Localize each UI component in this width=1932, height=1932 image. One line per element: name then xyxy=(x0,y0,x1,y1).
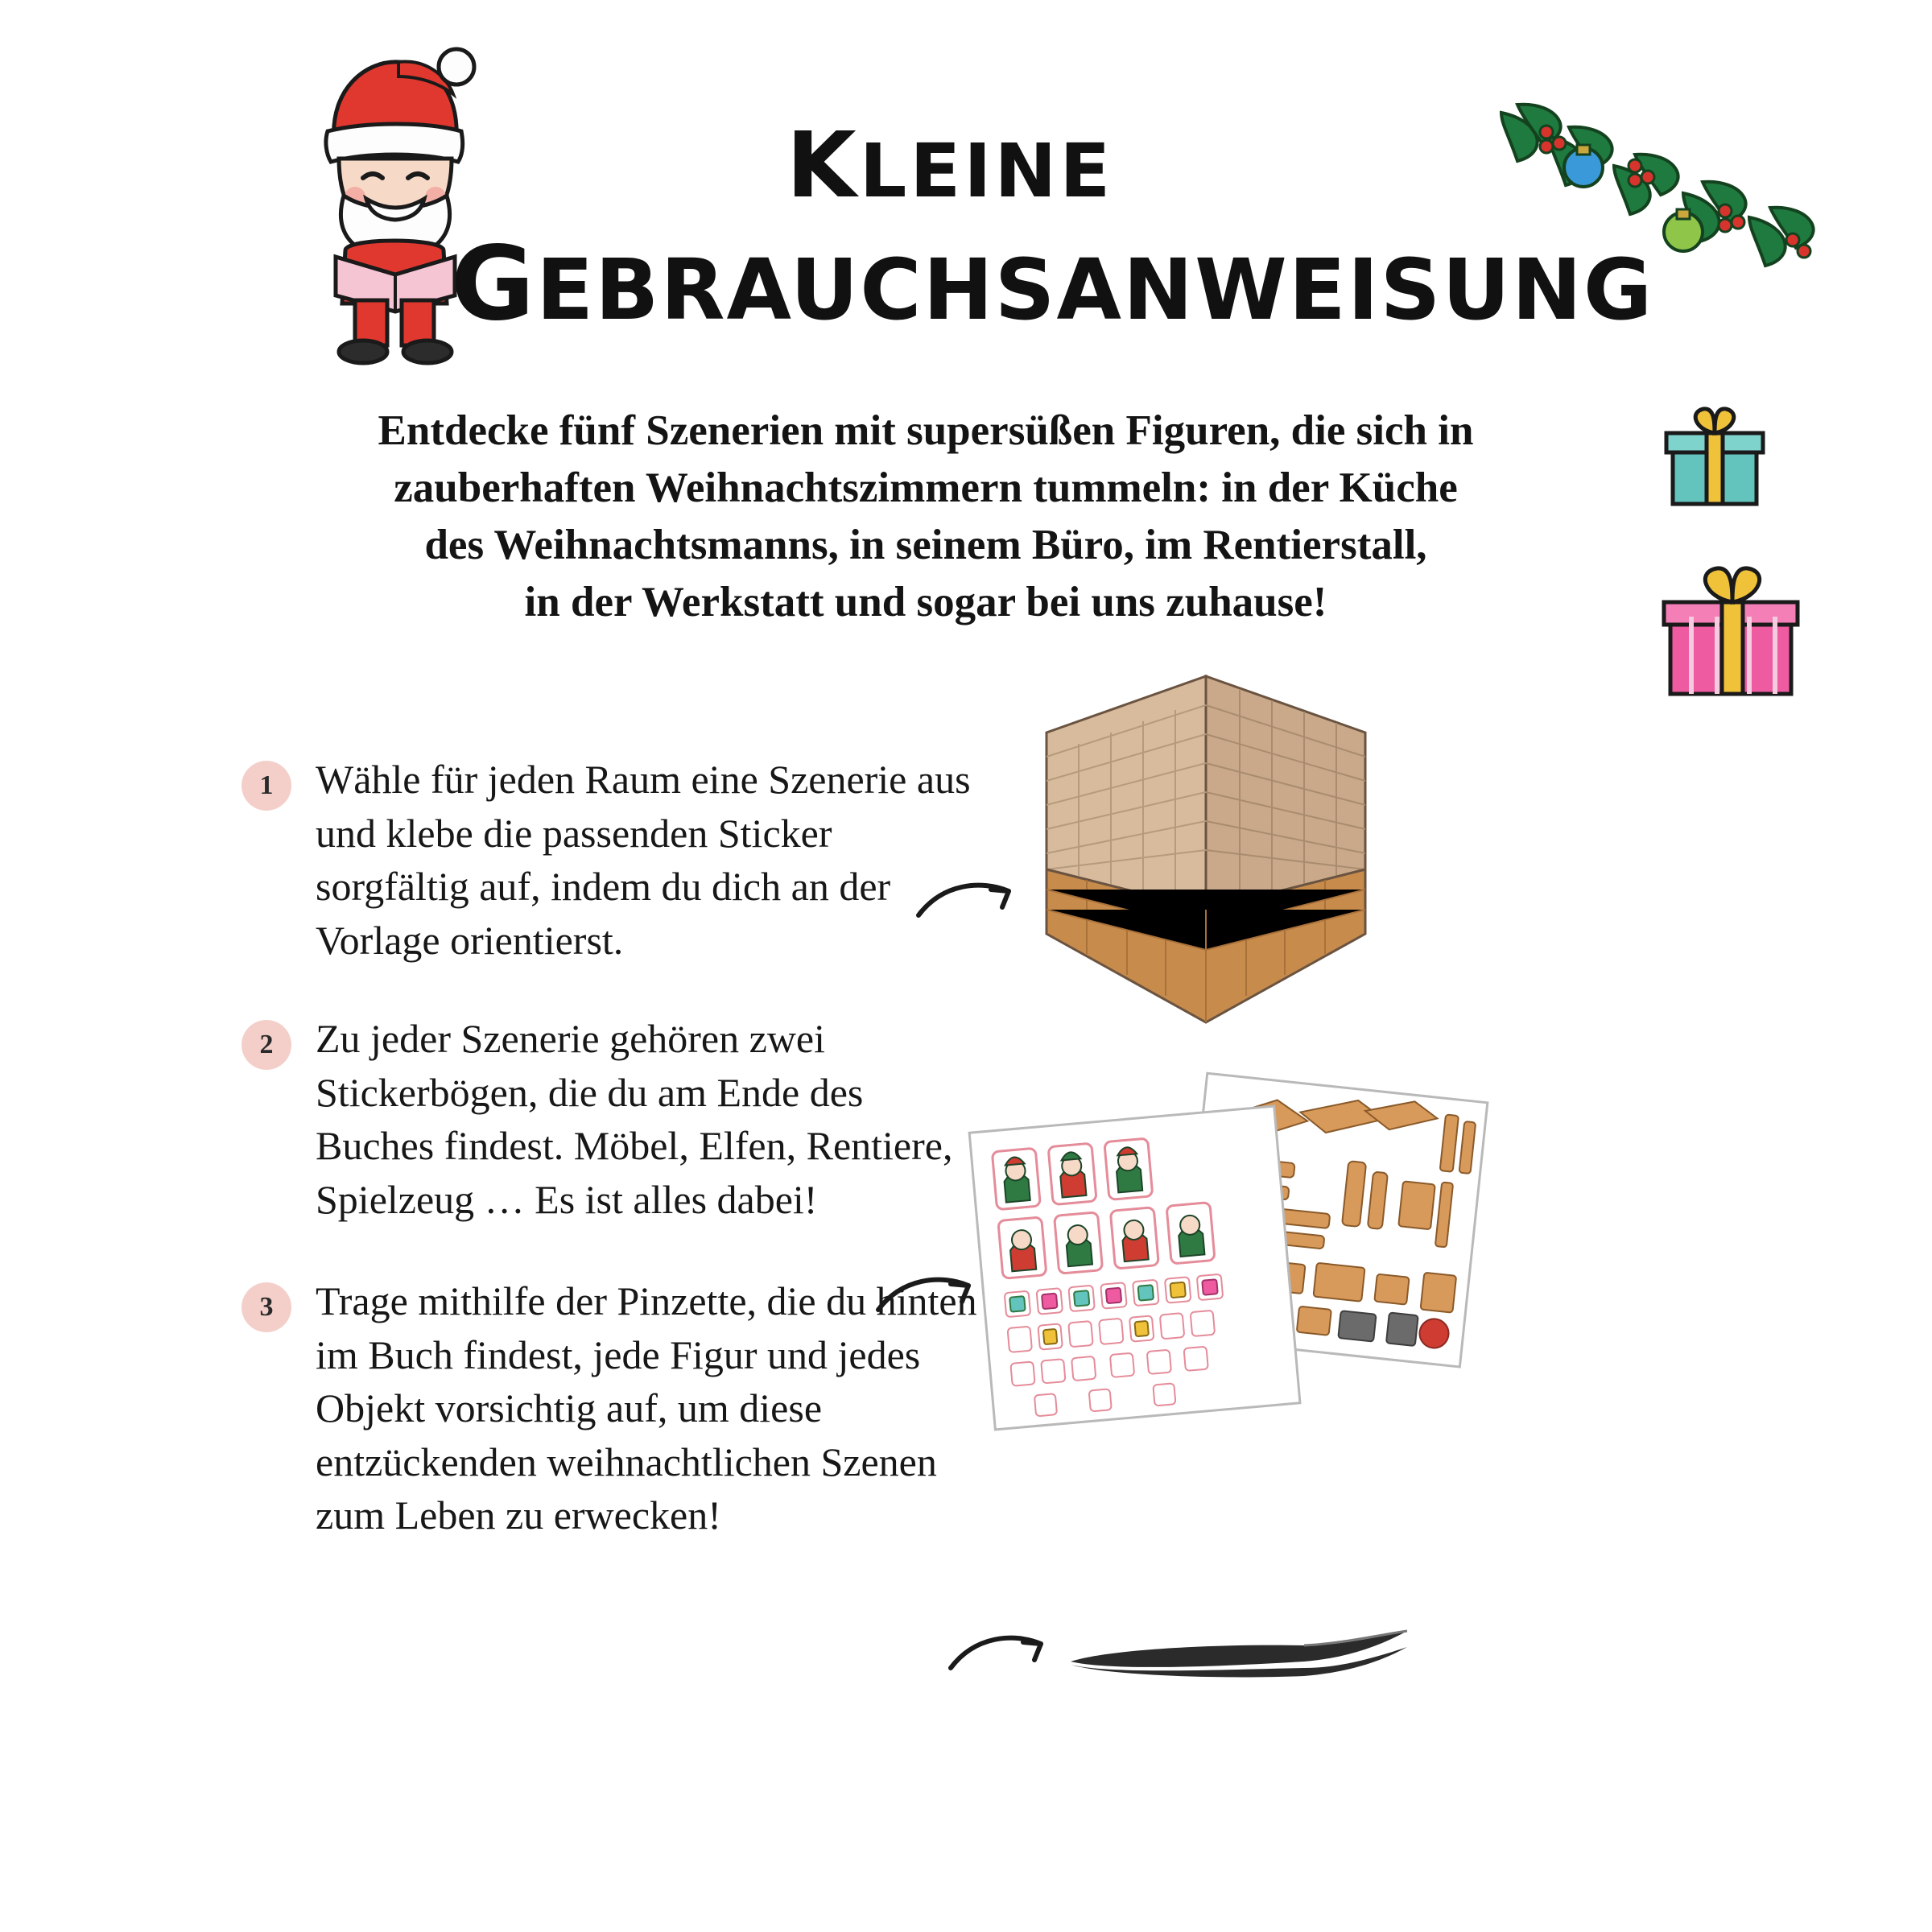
step-item-2 xyxy=(242,1012,982,1226)
intro-line: Entdecke fünf Szenerien mit supersüßen Figuren, die sich in xyxy=(378,407,1474,454)
intro-line: in der Werkstatt und sogar bei uns zuhause! xyxy=(524,579,1327,626)
title-line-1: KLEINE xyxy=(786,114,1114,218)
small-teal-gift-box-illustration xyxy=(1658,402,1771,515)
page-title xyxy=(451,114,1654,344)
arrow-to-room-icon xyxy=(914,873,1018,930)
step-number-badge: 1 xyxy=(242,761,291,811)
intro-line: des Weihnachtsmanns, in seinem Büro, im Rentierstall, xyxy=(424,522,1427,569)
tweezers-illustration xyxy=(1063,1626,1417,1715)
step-number-badge: 3 xyxy=(242,1282,291,1332)
intro-paragraph xyxy=(266,402,1586,631)
arrow-to-tweezers-icon xyxy=(946,1626,1051,1682)
large-pink-gift-box-illustration xyxy=(1654,564,1807,708)
step-item-1 xyxy=(242,753,982,967)
step-number-badge: 2 xyxy=(242,1020,291,1070)
steps-list xyxy=(242,753,982,1587)
isometric-empty-room-illustration xyxy=(1038,668,1377,1046)
step-text: Wähle für jeden Raum eine Szenerie aus und klebe die passenden Sticker sorgfältig auf, indem du dich an der Vorlage orientierst. xyxy=(316,757,971,963)
intro-line: zauberhaften Weihnachtszimmern tummeln: in der Küche xyxy=(394,464,1458,512)
step-text: Trage mithilfe der Pinzette, die du hinten im Buch findest, jede Figur und jedes Objekt vorsichtig auf, um diese entzückenden weihnachtlichen Szenen zum Leben zu erwecken! xyxy=(316,1278,977,1538)
step-text: Zu jeder Szenerie gehören zwei Stickerbögen, die du am Ende des Buches findest. Möbel, Elfen, Rentiere, Spielzeug … Es ist alles dabei! xyxy=(316,1016,953,1222)
two-sticker-sheets-illustration xyxy=(950,1071,1546,1473)
step-item-3 xyxy=(242,1274,982,1542)
title-line-2: GEBRAUCHSANWEISUNG xyxy=(451,224,1654,344)
